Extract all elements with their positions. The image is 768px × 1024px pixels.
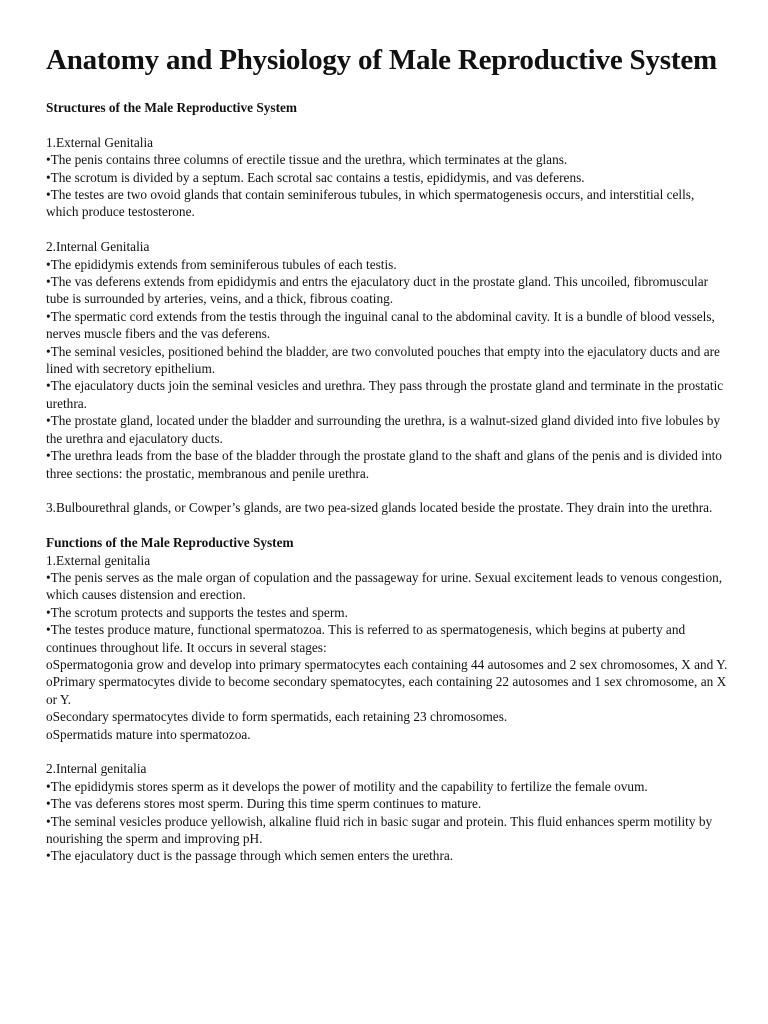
list-item: •The scrotum protects and supports the testes and sperm. [46, 604, 348, 620]
list-item: oPrimary spermatocytes divide to become secondary spematocytes, each containing 22 autosomes and 1 sex chromosome, an X or Y. [46, 674, 727, 707]
functions-heading: Functions of the Male Reproductive System [46, 535, 294, 551]
list-item: •The seminal vesicles produce yellowish, alkaline fluid rich in basic sugar and protein. This fluid enhances sperm motility by nourishing the sperm and improving pH. [46, 813, 713, 846]
list-item: •The epididymis stores sperm as it develops the power of motility and the capability to fertilize the female ovum. [46, 778, 648, 794]
list-item: oSecondary spermatocytes divide to form spermatids, each retaining 23 chromosomes. [46, 709, 508, 725]
list-item: •The penis serves as the male organ of copulation and the passageway for urine. Sexual excitement leads to venous congestion, which causes distension and erection. [46, 569, 723, 603]
spacer [46, 743, 728, 760]
external-genitalia-label: 1.External Genitalia [46, 134, 154, 150]
list-item: oSpermatogonia grow and develop into primary spermatocytes each containing 44 autosomes and 2 sex chromosomes, X and Y. [46, 656, 728, 672]
list-item: •The penis contains three columns of erectile tissue and the urethra, which terminates at the glans. [46, 152, 568, 168]
document-title: Anatomy and Physiology of Male Reproductive System [46, 44, 717, 76]
list-item: •The vas deferens extends from epididymis and entrs the ejaculatory duct in the prostate gland. This uncoiled, fibromuscular tube is surrounded by arteries, veins, and a thick, fibrous coating. [46, 274, 709, 307]
bulbourethral-paragraph: 3.Bulbourethral glands, or Cowper’s glands, are two pea-sized glands located beside the prostate. They drain into the urethra. [46, 500, 713, 516]
internal-genitalia-label: 2.Internal Genitalia [46, 239, 150, 255]
list-item: •The epididymis extends from seminiferous tubules of each testis. [46, 256, 397, 272]
external-genitalia-functions-label: 1.External genitalia [46, 552, 151, 568]
list-item: •The testes produce mature, functional spermatozoa. This is referred to as spermatogenesis, which begins at puberty and continues throughout life. It occurs in several stages: [46, 622, 686, 655]
spacer [46, 116, 728, 133]
list-item: •The ejaculatory ducts join the seminal vesicles and urethra. They pass through the prostate gland and terminate in the prostatic urethra. [46, 378, 724, 411]
list-item: •The prostate gland, located under the bladder and surrounding the urethra, is a walnut-sized gland divided into five lobules by the urethra and ejaculatory ducts. [46, 413, 721, 446]
spacer [46, 221, 728, 238]
internal-genitalia-functions-label: 2.Internal genitalia [46, 761, 147, 777]
list-item: •The urethra leads from the base of the bladder through the prostate gland to the shaft and glans of the penis and is divided into three sections: the prostatic, membranous and penile urethra. [46, 448, 722, 481]
list-item: oSpermatids mature into spermatozoa. [46, 726, 251, 742]
list-item: •The spermatic cord extends from the testis through the inguinal canal to the abdominal cavity. It is a bundle of blood vessels, nerves muscle fibers and the vas deferens. [46, 308, 715, 342]
list-item: •The vas deferens stores most sperm. During this time sperm continues to mature. [46, 796, 482, 812]
list-item: •The testes are two ovoid glands that contain seminiferous tubules, in which spermatogenesis occurs, and interstitial cells, which produce testosterone. [46, 187, 695, 220]
list-item: •The ejaculatory duct is the passage through which semen enters the urethra. [46, 848, 454, 864]
list-item: •The seminal vesicles, positioned behind the bladder, are two convoluted pouches that empty into the ejaculatory ducts and are lined with secretory epithelium. [46, 343, 720, 377]
structures-heading: Structures of the Male Reproductive System [46, 100, 297, 115]
spacer [46, 482, 728, 499]
spacer [46, 517, 728, 534]
list-item: •The scrotum is divided by a septum. Each scrotal sac contains a testis, epididymis, and vas deferens. [46, 169, 585, 185]
